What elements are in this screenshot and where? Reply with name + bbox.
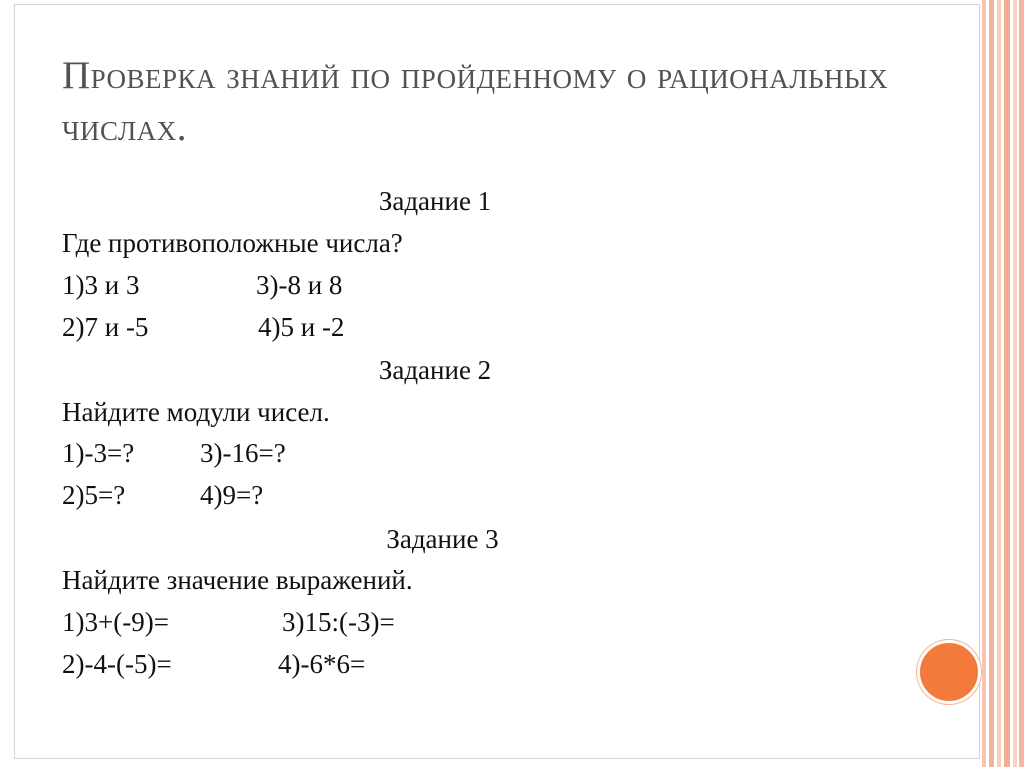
task1-heading: Задание 1 [378,186,492,216]
decorative-stripe [997,0,1001,767]
task3-question: Найдите значение выражений. [62,565,413,595]
task2-answer-4: 4)9=? [200,480,264,510]
decorative-circle [917,640,981,704]
task3-answer-2: 2)-4-(-5)= [62,649,172,679]
slide-title: Проверка знаний по пройденному о рациональных числах. [62,54,889,149]
task3-answer-1: 1)3+(-9)= [62,607,169,637]
task3-answer-3: 3)15:(-3)= [282,607,395,637]
decorative-stripe [1019,0,1024,767]
task3-heading: Задание 3 [386,524,499,554]
task1-answer-2: 2)7 и -5 [62,312,149,342]
task1-answer-4: 4)5 и -2 [258,312,345,342]
task2-question: Найдите модули чисел. [62,397,330,427]
decorative-stripe [1013,0,1017,767]
decorative-stripe [1004,0,1010,767]
task3-answer-4: 4)-6*6= [278,649,366,679]
task2-answer-2: 2)5=? [62,480,126,510]
decorative-stripe [982,0,986,767]
decorative-stripe [989,0,994,767]
task1-answer-3: 3)-8 и 8 [256,270,343,300]
task2-heading: Задание 2 [378,355,492,385]
task2-answer-1: 1)-3=? [62,438,135,468]
task2-answer-3: 3)-16=? [200,438,286,468]
task1-question: Где противоположные числа? [62,228,403,258]
task1-answer-1: 1)3 и 3 [62,270,140,300]
